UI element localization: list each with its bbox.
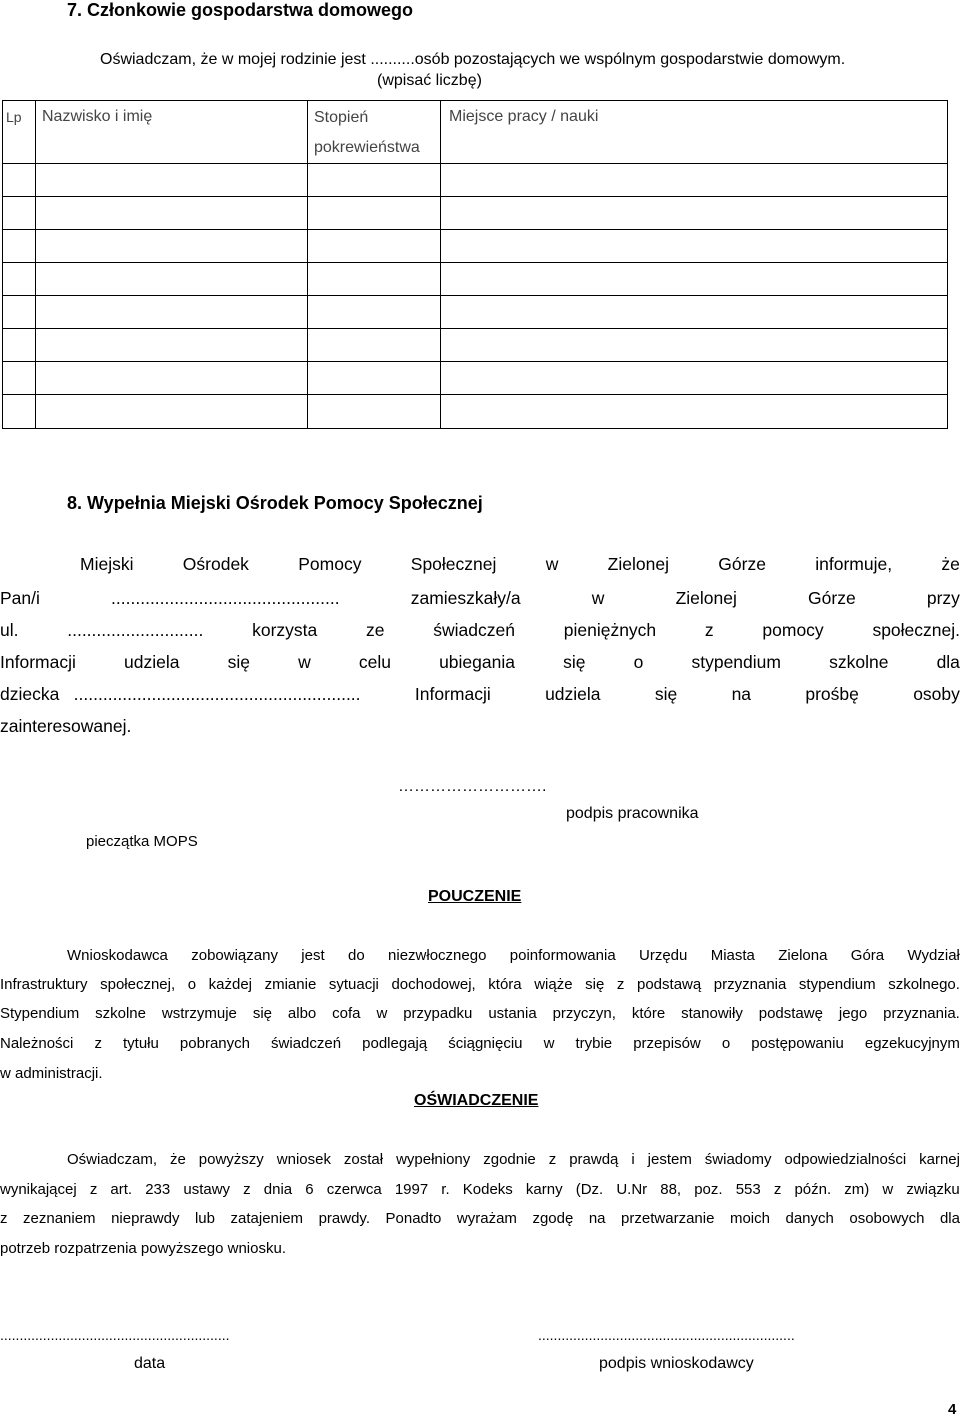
table-cell-lp[interactable] xyxy=(3,263,36,296)
table-cell-work[interactable] xyxy=(441,395,948,429)
oswiadczenie-line2: wynikającej z art. 233 ustawy z dnia 6 czerwca 1997 r. Kodeks karny (Dz. U.Nr 88, poz. 553 z późn. zm) w związku xyxy=(0,1181,960,1198)
table-header-row xyxy=(3,101,948,164)
pouczenie-line5: w administracji. xyxy=(0,1065,103,1082)
mops-info-line2: Pan/i ............................................... zamieszkały/a w Zielonej Górze przy xyxy=(0,588,960,608)
table-cell-name[interactable] xyxy=(36,197,308,230)
page-number: 4 xyxy=(948,1401,957,1418)
table-cell-lp[interactable] xyxy=(3,362,36,395)
table-cell-relation[interactable] xyxy=(308,395,441,429)
col-header-lp: Lp xyxy=(3,101,36,164)
stamp-label: pieczątka MOPS xyxy=(86,833,198,850)
table-cell-lp[interactable] xyxy=(3,329,36,362)
date-dots-line: ........................................................... xyxy=(0,1327,230,1343)
mops-info-line1: Miejski Ośrodek Pomocy Społecznej w Zielonej Górze informuje, że xyxy=(80,554,960,574)
table-cell-relation[interactable] xyxy=(308,164,441,197)
col-header-relation: Stopień pokrewieństwa xyxy=(308,101,441,164)
mops-info-line3: ul. ............................ korzysta ze świadczeń pieniężnych z pomocy społecznej. xyxy=(0,620,960,640)
table-cell-name[interactable] xyxy=(36,362,308,395)
pouczenie-line4: Należności z tytułu pobranych świadczeń podlegają ściągnięciu w trybie przepisów o postępowaniu egzekucyjnym xyxy=(0,1035,960,1052)
table-cell-lp[interactable] xyxy=(3,230,36,263)
household-members-table xyxy=(2,100,948,429)
table-cell-work[interactable] xyxy=(441,164,948,197)
pouczenie-line2: Infrastruktury społecznej, o każdej zmianie sytuacji dochodowej, która wiąże się z podstawą przyznania stypendium szkolnego. xyxy=(0,976,960,993)
table-cell-name[interactable] xyxy=(36,164,308,197)
oswiadczenie-line1: Oświadczam, że powyższy wniosek został wypełniony zgodnie z prawdą i jestem świadomy odpowiedzialności karnej xyxy=(67,1151,960,1168)
table-cell-name[interactable] xyxy=(36,395,308,429)
table-cell-name[interactable] xyxy=(36,230,308,263)
worker-signature-line: ………………………. xyxy=(398,778,547,795)
table-cell-relation[interactable] xyxy=(308,362,441,395)
household-count-statement: Oświadczam, że w mojej rodzinie jest ..........osób pozostających we wspólnym gospodarstwie domowym. xyxy=(100,51,846,68)
table-row xyxy=(3,164,948,197)
table-cell-name[interactable] xyxy=(36,296,308,329)
table-cell-work[interactable] xyxy=(441,230,948,263)
table-cell-work[interactable] xyxy=(441,329,948,362)
table-cell-lp[interactable] xyxy=(3,296,36,329)
table-cell-lp[interactable] xyxy=(3,164,36,197)
oswiadczenie-line3: z zeznaniem nieprawdy lub zatajeniem prawdy. Ponadto wyrażam zgodę na przetwarzanie moich danych osobowych dla xyxy=(0,1210,960,1227)
mops-info-line5: dziecka ........................................................... Informacji udziela się na prośbę osoby xyxy=(0,684,960,704)
table-cell-work[interactable] xyxy=(441,197,948,230)
table-cell-relation[interactable] xyxy=(308,230,441,263)
table-row xyxy=(3,296,948,329)
table-row xyxy=(3,362,948,395)
table-row xyxy=(3,263,948,296)
section7-title: 7. Członkowie gospodarstwa domowego xyxy=(67,0,414,20)
table-cell-name[interactable] xyxy=(36,329,308,362)
table-cell-lp[interactable] xyxy=(3,395,36,429)
worker-signature-label: podpis pracownika xyxy=(566,805,699,822)
table-row xyxy=(3,230,948,263)
date-label: data xyxy=(134,1355,166,1372)
table-cell-relation[interactable] xyxy=(308,329,441,362)
col-header-work: Miejsce pracy / nauki xyxy=(441,101,948,164)
table-cell-relation[interactable] xyxy=(308,197,441,230)
oswiadczenie-line4: potrzeb rozpatrzenia powyższego wniosku. xyxy=(0,1240,286,1257)
table-cell-work[interactable] xyxy=(441,263,948,296)
household-count-hint: (wpisać liczbę) xyxy=(377,72,482,89)
table-cell-name[interactable] xyxy=(36,263,308,296)
table-row xyxy=(3,329,948,362)
pouczenie-line1: Wnioskodawca zobowiązany jest do niezwłocznego poinformowania Urzędu Miasta Zielona Góra Wydział xyxy=(67,947,960,964)
table-cell-work[interactable] xyxy=(441,362,948,395)
applicant-signature-label: podpis wnioskodawcy xyxy=(599,1355,754,1372)
oswiadczenie-title: OŚWIADCZENIE xyxy=(414,1092,539,1109)
pouczenie-line3: Stypendium szkolne wstrzymuje się albo cofa w przypadku ustania przyczyn, które stanowiły podstawę jego przyznania. xyxy=(0,1005,960,1022)
pouczenie-title: POUCZENIE xyxy=(428,888,522,905)
col-header-name: Nazwisko i imię xyxy=(36,101,308,164)
table-row xyxy=(3,197,948,230)
mops-info-line6: zainteresowanej. xyxy=(0,716,132,736)
table-cell-relation[interactable] xyxy=(308,263,441,296)
table-cell-lp[interactable] xyxy=(3,197,36,230)
applicant-signature-dots-line: .................................................................. xyxy=(538,1327,795,1343)
table-row xyxy=(3,395,948,429)
section8-title: 8. Wypełnia Miejski Ośrodek Pomocy Społecznej xyxy=(67,493,483,513)
mops-info-line4: Informacji udziela się w celu ubiegania się o stypendium szkolne dla xyxy=(0,652,960,672)
table-cell-work[interactable] xyxy=(441,296,948,329)
table-cell-relation[interactable] xyxy=(308,296,441,329)
